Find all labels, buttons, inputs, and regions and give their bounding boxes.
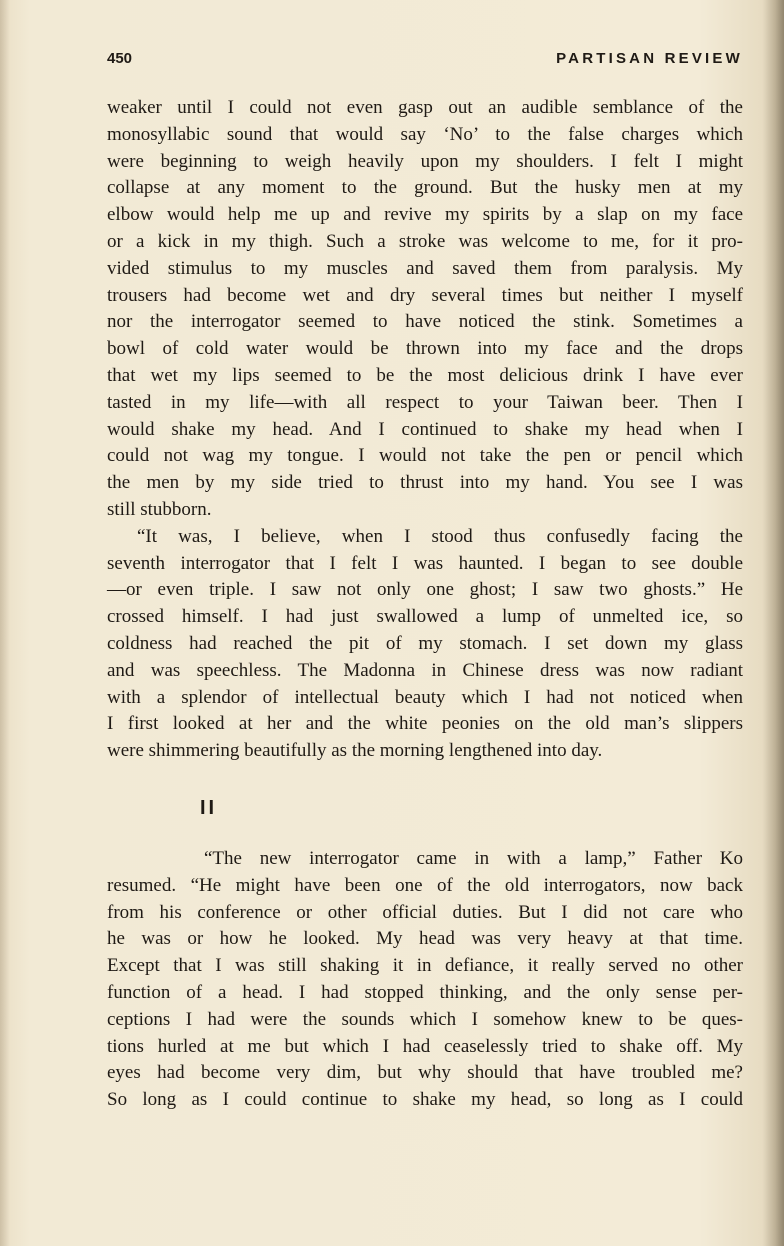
text-line: elbow would help me up and revive my spirits by a slap on my face xyxy=(107,204,743,226)
text-block-1 xyxy=(107,95,743,765)
text-block-2 xyxy=(107,846,743,1114)
text-line: that wet my lips seemed to be the most delicious drink I have ever xyxy=(107,364,743,386)
text-line: he was or how he looked. My head was very heavy at that time. xyxy=(107,928,743,950)
text-line: tions hurled at me but which I had ceaselessly tried to shake off. My xyxy=(107,1035,743,1057)
text-line: nor the interrogator seemed to have noticed the stink. Sometimes a xyxy=(107,311,743,333)
text-line: or a kick in my thigh. Such a stroke was welcome to me, for it pro- xyxy=(107,230,743,252)
text-line: weaker until I could not even gasp out an audible semblance of the xyxy=(107,97,743,118)
text-line: eyes had become very dim, but why should that have troubled me? xyxy=(107,1062,743,1084)
text-line: trousers had become wet and dry several times but neither I myself xyxy=(107,284,743,306)
text-line: seventh interrogator that I felt I was haunted. I began to see double xyxy=(107,552,743,574)
text-line: —or even triple. I saw not only one ghost; I saw two ghosts.” He xyxy=(107,579,743,601)
section-number: II xyxy=(200,797,218,819)
paragraph-first-line: “The new interrogator came in with a lamp,” Father Ko xyxy=(204,848,743,869)
text-line: would shake my head. And I continued to shake my head when I xyxy=(107,418,743,440)
binding-shadow xyxy=(762,0,784,1246)
text-line: monosyllabic sound that would say ‘No’ to the false charges which xyxy=(107,123,743,145)
text-line: were shimmering beautifully as the morning lengthened into day. xyxy=(107,740,603,762)
text-line: still stubborn. xyxy=(107,498,212,520)
text-line: could not wag my tongue. I would not take the pen or pencil which xyxy=(107,445,743,467)
text-line: I first looked at her and the white peonies on the old man’s slippers xyxy=(107,713,743,735)
running-head: PARTISAN REVIEW xyxy=(556,50,743,67)
paragraph-first-line: “It was, I believe, when I stood thus confusedly facing the xyxy=(137,525,743,547)
text-line: crossed himself. I had just swallowed a lump of unmelted ice, so xyxy=(107,606,743,628)
text-line: tasted in my life—with all respect to your Taiwan beer. Then I xyxy=(107,391,743,413)
text-line: So long as I could continue to shake my head, so long as I could xyxy=(107,1089,743,1111)
text-line: with a splendor of intellectual beauty which I had not noticed when xyxy=(107,686,743,708)
text-line: bowl of cold water would be thrown into my face and the drops xyxy=(107,338,743,360)
text-line: were beginning to weigh heavily upon my shoulders. I felt I might xyxy=(107,150,743,172)
text-line: from his conference or other official duties. But I did not care who xyxy=(107,901,743,923)
text-line: function of a head. I had stopped thinking, and the only sense per- xyxy=(107,981,743,1003)
text-line: collapse at any moment to the ground. But the husky men at my xyxy=(107,177,743,199)
page-number: 450 xyxy=(107,50,133,67)
text-line: ceptions I had were the sounds which I somehow knew to be ques- xyxy=(107,1008,743,1030)
page-left-edge xyxy=(0,0,10,1246)
text-line: resumed. “He might have been one of the old interrogators, now back xyxy=(107,874,743,896)
text-line: vided stimulus to my muscles and saved them from paralysis. My xyxy=(107,257,743,279)
text-line: the men by my side tried to thrust into my hand. You see I was xyxy=(107,472,743,494)
text-line: Except that I was still shaking it in defiance, it really served no other xyxy=(107,955,743,977)
page-header xyxy=(107,50,743,74)
text-line: and was speechless. The Madonna in Chinese dress was now radiant xyxy=(107,659,743,681)
text-line: coldness had reached the pit of my stomach. I set down my glass xyxy=(107,632,743,654)
